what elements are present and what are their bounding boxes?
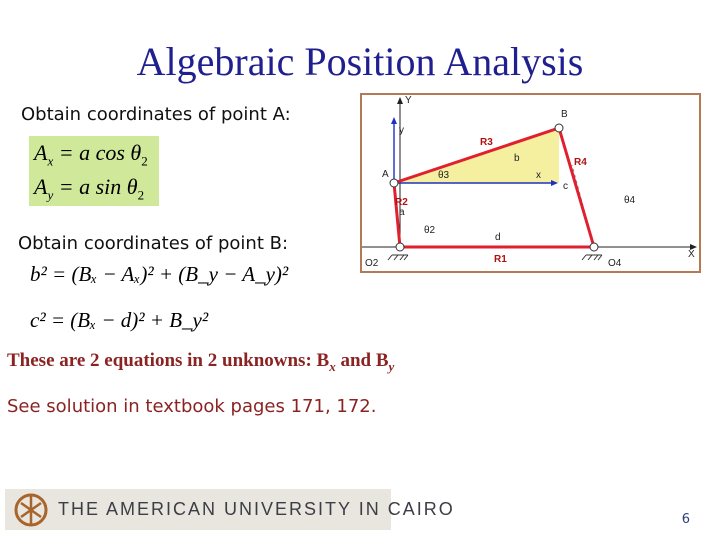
label-R1: R1 [494, 254, 507, 265]
label-point-b: Obtain coordinates of point B: [18, 233, 289, 254]
label-R3: R3 [480, 137, 493, 148]
university-emblem-icon [11, 491, 51, 529]
label-B: B [561, 109, 568, 120]
equation-c-squared: c² = (Bₓ − d)² + B_y² [30, 308, 209, 332]
label-theta2: θ2 [424, 225, 436, 236]
equation-ay: $A_y = a$ $\sin \theta_2$ [34, 174, 145, 203]
label-R4: R4 [574, 157, 587, 168]
label-y: y [399, 125, 404, 136]
label-O2: O2 [365, 258, 379, 269]
ground-o2 [388, 255, 408, 260]
pivot-o2 [396, 243, 404, 251]
page-number: 6 [681, 512, 690, 527]
label-point-a: Obtain coordinates of point A: [21, 104, 291, 125]
label-a: a [399, 207, 405, 218]
label-R2: R2 [395, 197, 408, 208]
label-c: c [563, 181, 568, 192]
pivot-b [555, 124, 563, 132]
textbook-reference: See solution in textbook pages 171, 172. [7, 396, 377, 417]
label-O4: O4 [608, 258, 622, 269]
label-theta4: θ4 [624, 195, 636, 206]
label-Y: Y [405, 95, 412, 106]
slide-title: Algebraic Position Analysis [136, 39, 584, 84]
label-A: A [382, 169, 389, 180]
fourbar-diagram [360, 93, 701, 273]
ground-o4 [582, 255, 602, 260]
label-b: b [514, 153, 520, 164]
unknowns-statement: These are 2 equations in 2 unknowns: $B_x$ and $B_y$ [7, 350, 395, 374]
pivot-a [390, 179, 398, 187]
label-d: d [495, 232, 501, 243]
equation-b-squared: b² = (Bₓ − Aₓ)² + (B_y − A_y)² [30, 262, 289, 286]
pivot-o4 [590, 243, 598, 251]
label-theta3: θ3 [438, 170, 450, 181]
university-name: THE AMERICAN UNIVERSITY IN CAIRO [58, 499, 455, 519]
label-X: X [688, 249, 695, 260]
label-x-small: x [536, 170, 541, 181]
equation-ax: $A_x = a$ $\cos \theta_2$ [34, 140, 148, 169]
